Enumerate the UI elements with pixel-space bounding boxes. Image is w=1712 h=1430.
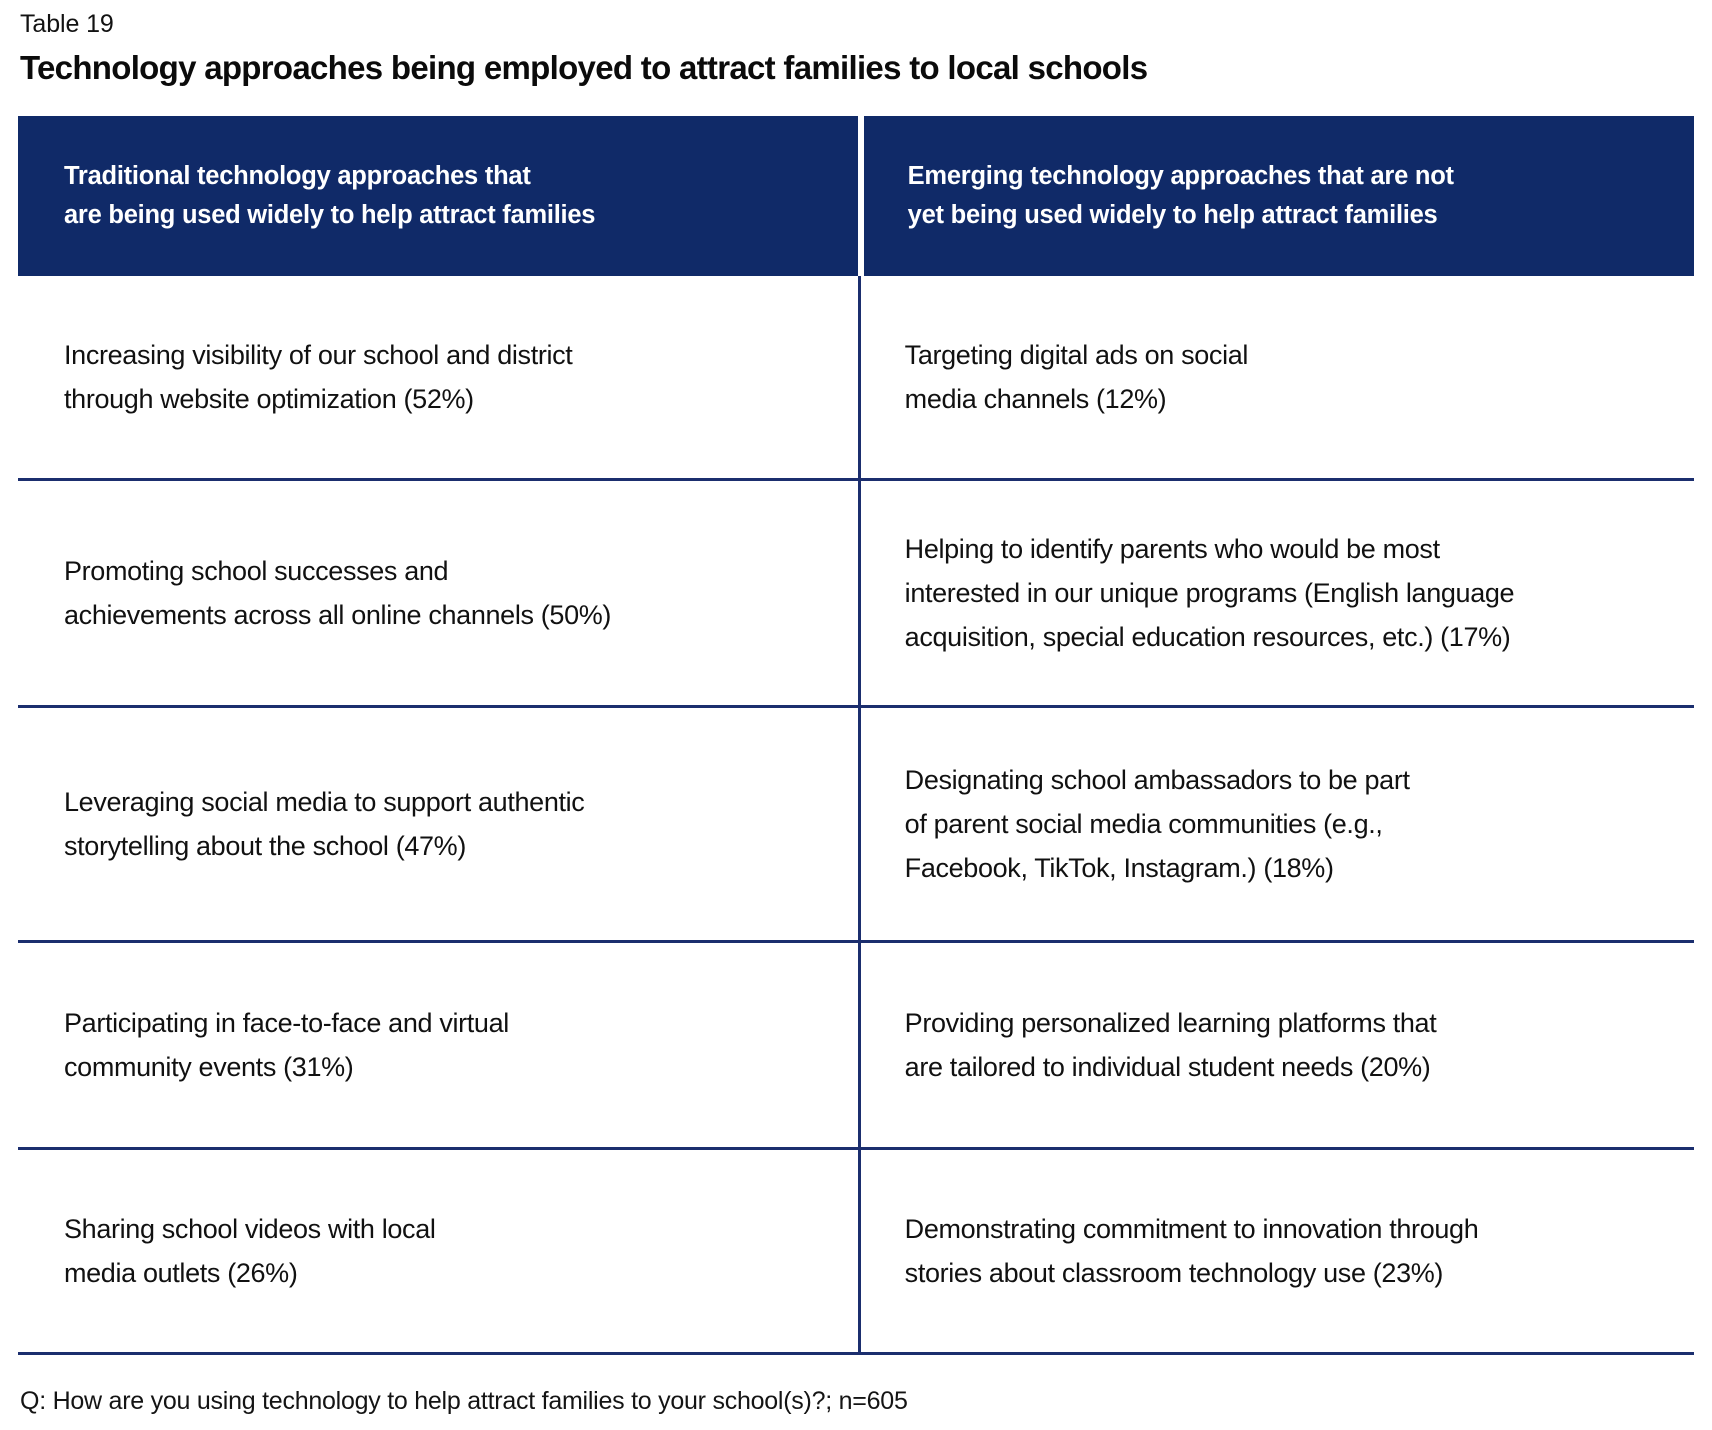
table-row [18,1150,1694,1355]
cell-emerging-1 [858,276,1694,481]
table-header [18,116,1694,276]
cell-line: through website optimization (52%) [64,384,474,414]
column-header-emerging-line-2: yet being used widely to help attract families [907,201,1438,229]
cell-line: storytelling about the school (47%) [64,831,466,861]
cell-line: Sharing school videos with local [64,1214,436,1244]
cell-line: community events (31%) [64,1052,354,1082]
cell-line: are tailored to individual student needs (20%) [904,1052,1431,1082]
cell-traditional-3 [18,708,858,943]
cell-line: Promoting school successes and [64,556,449,586]
page-title: Technology approaches being employed to attract families to local schools [20,49,1148,86]
cell-line: acquisition, special education resources, etc.) (17%) [904,622,1511,652]
column-header-emerging [858,116,1694,276]
table-body [18,276,1694,1355]
cell-traditional-2 [18,481,858,708]
cell-line: Helping to identify parents who would be most [904,534,1440,564]
table-row [18,276,1694,481]
column-header-emerging-line-1: Emerging technology approaches that are not [907,162,1454,190]
cell-line: interested in our unique programs (English language [904,578,1515,608]
cell-emerging-5 [858,1150,1694,1355]
cell-traditional-1 [18,276,858,481]
cell-line: Participating in face-to-face and virtual [64,1008,509,1038]
cell-line: media outlets (26%) [64,1258,298,1288]
cell-emerging-4 [858,943,1694,1150]
table-container [18,116,1694,1355]
cell-line: Facebook, TikTok, Instagram.) (18%) [904,853,1334,883]
cell-line: Increasing visibility of our school and district [64,340,573,370]
table-number-label: Table 19 [20,10,114,38]
column-header-traditional-line-1: Traditional technology approaches that [64,162,531,190]
table-row [18,708,1694,943]
cell-line: media channels (12%) [904,384,1167,414]
cell-line: achievements across all online channels (50%) [64,600,612,630]
cell-line: stories about classroom technology use (23%) [904,1258,1444,1288]
cell-line: Providing personalized learning platforms that [904,1008,1437,1038]
cell-line: Designating school ambassadors to be part [904,765,1410,795]
table-row [18,481,1694,708]
cell-emerging-3 [858,708,1694,943]
cell-emerging-2 [858,481,1694,708]
cell-line: Demonstrating commitment to innovation through [904,1214,1479,1244]
technology-approaches-table [18,116,1694,1355]
cell-traditional-5 [18,1150,858,1355]
cell-traditional-4 [18,943,858,1150]
cell-line: of parent social media communities (e.g., [904,809,1383,839]
column-header-traditional [18,116,858,276]
table-footnote: Q: How are you using technology to help attract families to your school(s)?; n=605 [20,1387,908,1415]
cell-line: Leveraging social media to support authentic [64,787,585,817]
column-header-traditional-line-2: are being used widely to help attract families [64,201,596,229]
table-row [18,943,1694,1150]
table-header-row [18,116,1694,276]
cell-line: Targeting digital ads on social [904,340,1249,370]
